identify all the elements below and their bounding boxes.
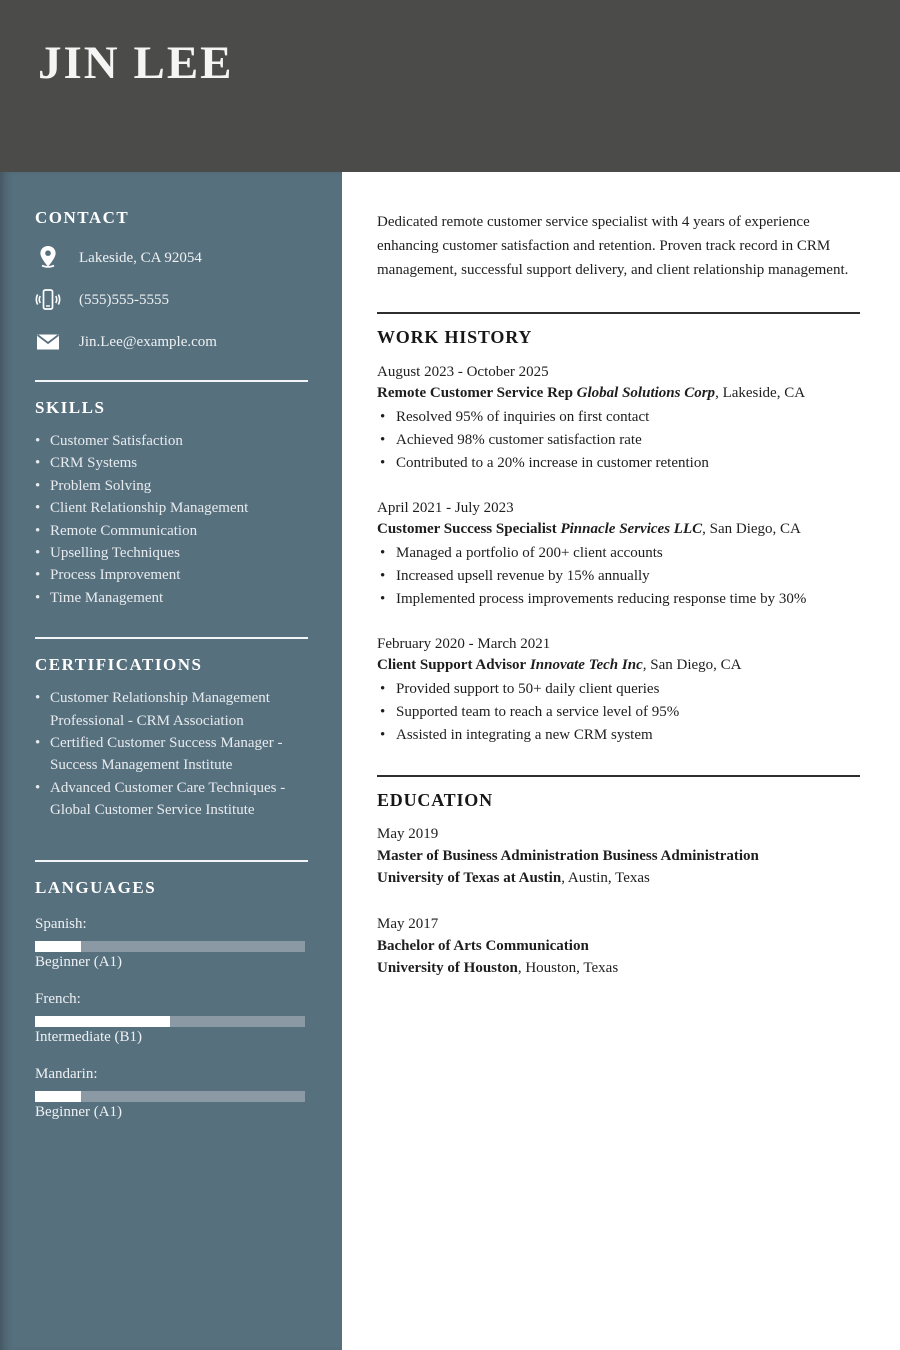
language-level-label: Beginner (A1)	[35, 953, 123, 970]
skill-item: • Time Management	[35, 587, 308, 609]
languages-section	[35, 878, 308, 1123]
contact-list	[35, 244, 308, 356]
job-location: , Lakeside, CA	[715, 385, 806, 401]
phone-icon	[35, 287, 61, 313]
sidebar-divider	[35, 860, 308, 862]
job-bullet: • Provided support to 50+ daily client queries	[377, 678, 860, 701]
job-title-line	[377, 383, 860, 404]
language-name: Spanish:	[35, 915, 87, 932]
skill-item: • Upselling Techniques	[35, 542, 308, 564]
language-proficiency-bar	[35, 1016, 305, 1027]
skill-item: • Customer Satisfaction	[35, 430, 308, 452]
contact-item-location	[35, 244, 308, 272]
education-degree: Master of Business Administration Business Administration	[377, 848, 759, 864]
contact-location-text: Lakeside, CA 92054	[79, 249, 202, 266]
education-degree: Bachelor of Arts Communication	[377, 938, 589, 954]
language-level-label: Beginner (A1)	[35, 1103, 123, 1120]
job-title: Customer Success Specialist	[377, 521, 557, 537]
job-bullet: • Resolved 95% of inquiries on first contact	[377, 406, 860, 429]
job-company: Global Solutions Corp	[576, 385, 716, 401]
education-school-line	[377, 867, 860, 889]
language-level-label: Intermediate (B1)	[35, 1028, 143, 1045]
sidebar-divider	[35, 380, 308, 382]
contact-heading: CONTACT	[35, 208, 130, 227]
education-entry	[377, 823, 860, 889]
languages-heading: LANGUAGES	[35, 877, 157, 897]
job-title: Remote Customer Service Rep	[377, 385, 573, 401]
contact-email-text: Jin.Lee@example.com	[79, 333, 217, 350]
work-history-heading: WORK HISTORY	[377, 327, 533, 347]
job-company: Innovate Tech Inc	[529, 657, 643, 673]
skill-item: • Client Relationship Management	[35, 497, 308, 519]
job-title: Client Support Advisor	[377, 657, 527, 673]
location-pin-icon	[35, 245, 61, 271]
job-dates: August 2023 - October 2025	[377, 364, 549, 380]
language-proficiency-bar	[35, 941, 305, 952]
job-bullet: • Contributed to a 20% increase in customer retention	[377, 452, 860, 475]
language-item-french	[35, 989, 308, 1048]
skills-heading: SKILLS	[35, 398, 106, 417]
education-location: , Houston, Texas	[517, 960, 619, 976]
job-entry	[377, 634, 860, 747]
contact-item-email	[35, 328, 308, 356]
certifications-section	[35, 655, 308, 821]
language-proficiency-fill	[35, 941, 81, 952]
education-school: University of Houston	[377, 960, 518, 976]
job-bullet: • Increased upsell revenue by 15% annually	[377, 565, 860, 588]
language-proficiency-bar	[35, 1091, 305, 1102]
education-date: May 2017	[377, 916, 439, 932]
certification-item: • Advanced Customer Care Techniques - Global Customer Service Institute	[35, 777, 308, 822]
job-dates: February 2020 - March 2021	[377, 636, 551, 652]
job-title-line	[377, 655, 860, 676]
language-item-spanish	[35, 914, 308, 973]
education-date: May 2019	[377, 826, 439, 842]
skill-item: • Remote Communication	[35, 520, 308, 542]
education-school-line	[377, 957, 860, 979]
job-bullets	[377, 678, 860, 747]
job-dates: April 2021 - July 2023	[377, 500, 514, 516]
certification-item: • Certified Customer Success Manager - Success Management Institute	[35, 732, 308, 777]
job-bullet: • Managed a portfolio of 200+ client accounts	[377, 542, 860, 565]
certification-item: • Customer Relationship Management Professional - CRM Association	[35, 687, 308, 732]
skills-list	[35, 430, 308, 609]
language-proficiency-fill	[35, 1091, 81, 1102]
sidebar	[0, 172, 342, 1350]
job-bullet: • Assisted in integrating a new CRM system	[377, 724, 860, 747]
section-divider	[377, 312, 860, 314]
candidate-name: JIN LEE	[38, 37, 234, 89]
certifications-list	[35, 687, 308, 821]
job-bullet: • Supported team to reach a service level of 95%	[377, 701, 860, 724]
job-location: , San Diego, CA	[642, 657, 742, 673]
language-proficiency-fill	[35, 1016, 170, 1027]
job-entry	[377, 498, 860, 611]
education-school: University of Texas at Austin	[377, 870, 562, 886]
skills-section	[35, 398, 308, 609]
education-heading: EDUCATION	[377, 790, 493, 810]
skill-item: • Process Improvement	[35, 564, 308, 586]
job-company: Pinnacle Services LLC	[560, 521, 703, 537]
job-location: , San Diego, CA	[702, 521, 801, 537]
job-bullet: • Achieved 98% customer satisfaction rate	[377, 429, 860, 452]
main-column	[342, 172, 900, 979]
skill-item: • Problem Solving	[35, 475, 308, 497]
education-location: , Austin, Texas	[561, 870, 650, 886]
education-entry	[377, 913, 860, 979]
job-bullets	[377, 542, 860, 611]
language-name: French:	[35, 990, 81, 1007]
job-title-line	[377, 519, 860, 540]
sidebar-divider	[35, 637, 308, 639]
contact-item-phone	[35, 286, 308, 314]
job-bullets	[377, 406, 860, 475]
language-name: Mandarin:	[35, 1065, 98, 1082]
skill-item: • CRM Systems	[35, 452, 308, 474]
job-bullet: • Implemented process improvements reducing response time by 30%	[377, 588, 860, 611]
contact-phone-text: (555)555-5555	[79, 291, 169, 308]
certifications-heading: CERTIFICATIONS	[35, 655, 203, 675]
email-icon	[35, 329, 61, 355]
header-banner	[0, 0, 900, 172]
language-item-mandarin	[35, 1064, 308, 1123]
job-entry	[377, 362, 860, 475]
professional-summary: Dedicated remote customer service specialist with 4 years of experience enhancing customer satisfaction and retention. Proven track record in CRM management, successful support delivery, and client relationship management.	[377, 214, 849, 278]
section-divider	[377, 775, 860, 777]
